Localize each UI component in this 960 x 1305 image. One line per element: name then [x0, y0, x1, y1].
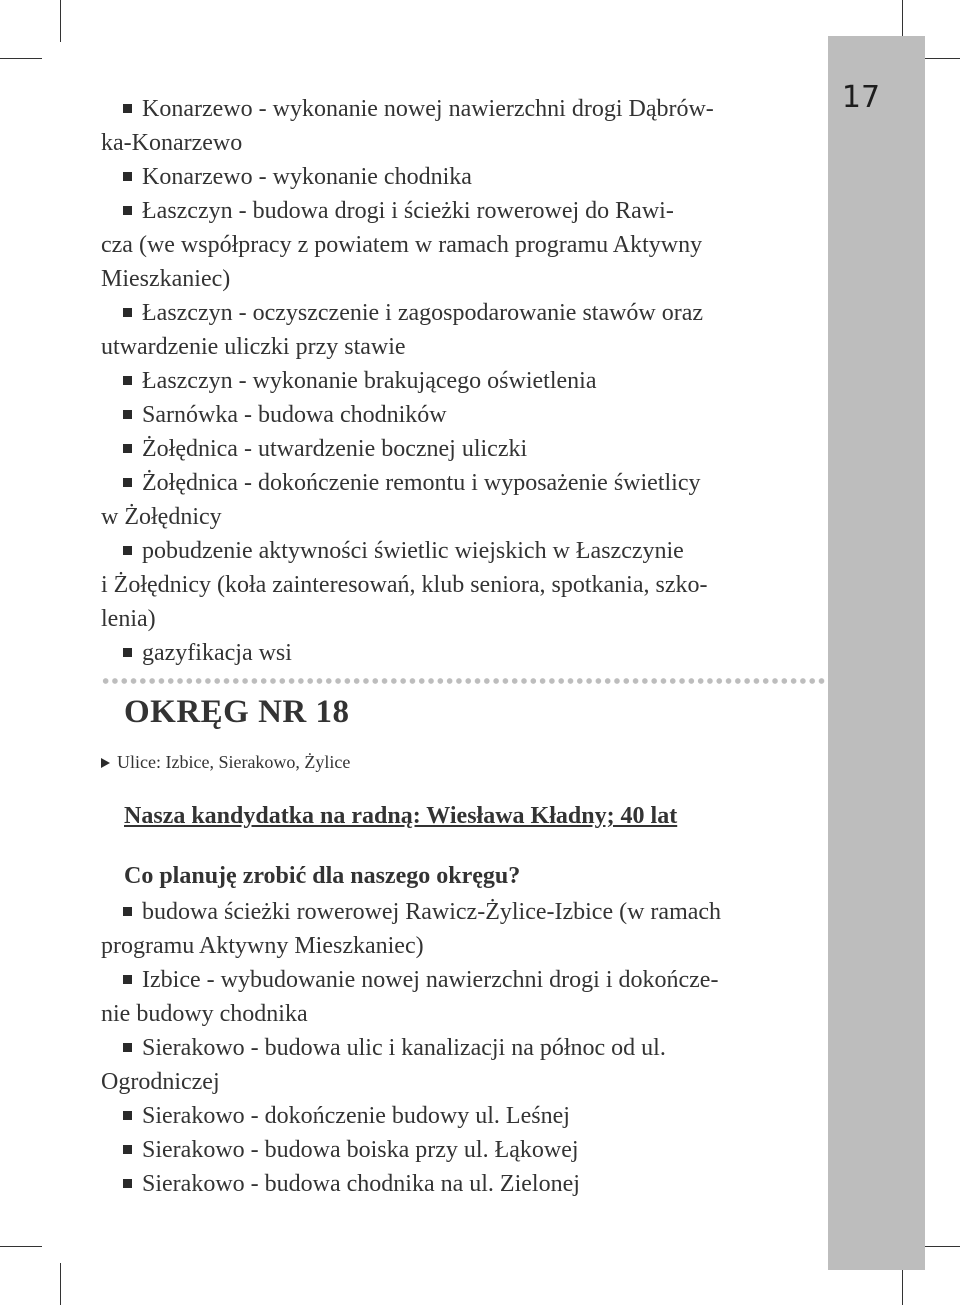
list-item: Łaszczyn - budowa drogi i ścieżki rowerowej do Rawi-	[101, 194, 813, 228]
square-bullet-icon	[123, 648, 132, 657]
list-item: Sierakowo - budowa ulic i kanalizacji na północ od ul.	[101, 1031, 813, 1065]
list-item-continuation: cza (we współpracy z powiatem w ramach programu Aktywny	[101, 232, 703, 258]
square-bullet-icon	[123, 975, 132, 984]
list-item-continuation: programu Aktywny Mieszkaniec)	[101, 933, 424, 959]
triangle-arrow-icon	[101, 758, 110, 768]
square-bullet-icon	[123, 444, 132, 453]
list-item: Żołędnica - utwardzenie bocznej uliczki	[101, 432, 813, 466]
investment-list-b	[101, 895, 813, 1201]
list-item: Izbice - wybudowanie nowej nawierzchni drogi i dokończe-	[101, 963, 813, 997]
candidate-heading: Nasza kandydatka na radną: Wiesława Kładny; 40 lat	[124, 803, 678, 829]
list-item-continuation: w Żołędnicy	[101, 504, 222, 530]
investment-list-a	[101, 92, 813, 670]
list-item-continuation: utwardzenie uliczki przy stawie	[101, 334, 406, 360]
list-item-continuation: ka-Konarzewo	[101, 130, 243, 156]
list-item: Łaszczyn - wykonanie brakującego oświetlenia	[101, 364, 813, 398]
list-item: Łaszczyn - oczyszczenie i zagospodarowanie stawów oraz	[101, 296, 813, 330]
list-item: pobudzenie aktywności świetlic wiejskich w Łaszczynie	[101, 534, 813, 568]
dotted-divider	[101, 677, 828, 685]
list-item-continuation: Mieszkaniec)	[101, 266, 231, 292]
square-bullet-icon	[123, 1145, 132, 1154]
list-item: budowa ścieżki rowerowej Rawicz-Żylice-Izbice (w ramach	[101, 895, 813, 929]
square-bullet-icon	[123, 410, 132, 419]
page-number: 17	[841, 80, 881, 115]
streets-line: Ulice: Izbice, Sierakowo, Żylice	[101, 752, 350, 773]
square-bullet-icon	[123, 376, 132, 385]
square-bullet-icon	[123, 1111, 132, 1120]
list-item: Konarzewo - wykonanie nowej nawierzchni drogi Dąbrów-	[101, 92, 813, 126]
list-item: gazyfikacja wsi	[101, 636, 813, 670]
list-item: Żołędnica - dokończenie remontu i wyposażenie świetlicy	[101, 466, 813, 500]
list-item: Sierakowo - dokończenie budowy ul. Leśnej	[101, 1099, 813, 1133]
list-item-continuation: Ogrodniczej	[101, 1069, 220, 1095]
square-bullet-icon	[123, 907, 132, 916]
square-bullet-icon	[123, 104, 132, 113]
plan-question-heading: Co planuję zrobić dla naszego okręgu?	[124, 863, 521, 889]
square-bullet-icon	[123, 1043, 132, 1052]
square-bullet-icon	[123, 308, 132, 317]
crop-mark	[60, 1263, 61, 1305]
section-title: OKRĘG NR 18	[124, 694, 350, 730]
crop-mark	[0, 58, 42, 59]
square-bullet-icon	[123, 1179, 132, 1188]
list-item: Sierakowo - budowa chodnika na ul. Zielonej	[101, 1167, 813, 1201]
list-item-continuation: i Żołędnicy (koła zainteresowań, klub seniora, spotkania, szko-	[101, 572, 708, 598]
list-item: Konarzewo - wykonanie chodnika	[101, 160, 813, 194]
square-bullet-icon	[123, 206, 132, 215]
list-item-continuation: nie budowy chodnika	[101, 1001, 308, 1027]
crop-mark	[0, 1246, 42, 1247]
page-side-tab	[828, 36, 925, 1270]
square-bullet-icon	[123, 546, 132, 555]
square-bullet-icon	[123, 478, 132, 487]
list-item: Sarnówka - budowa chodników	[101, 398, 813, 432]
square-bullet-icon	[123, 172, 132, 181]
list-item: Sierakowo - budowa boiska przy ul. Łąkowej	[101, 1133, 813, 1167]
list-item-continuation: lenia)	[101, 606, 156, 632]
crop-mark	[60, 0, 61, 42]
